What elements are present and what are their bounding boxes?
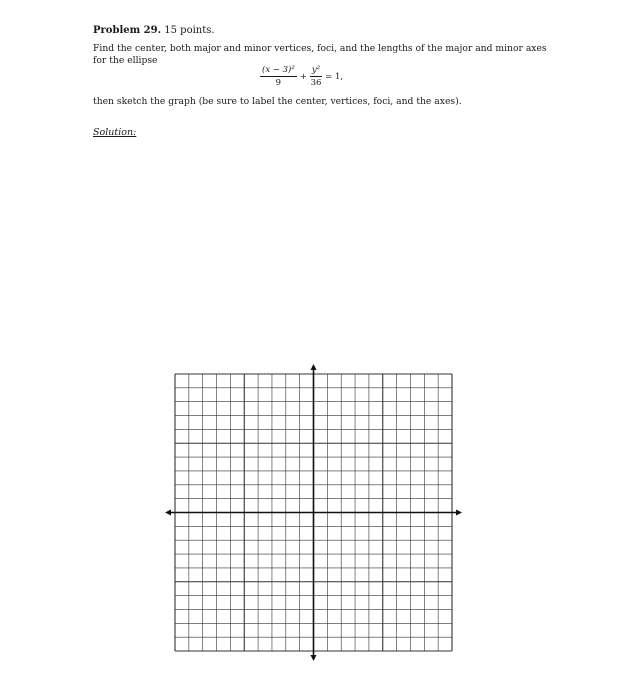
y-axis-bottom-arrow [311,655,317,661]
plus-sign: + [299,71,307,82]
x-axis-left-arrow [165,510,171,516]
fraction-x-term [260,65,297,88]
fraction-y-numerator: y² [311,65,321,75]
problem-points: 15 points. [164,25,215,36]
coordinate-grid[interactable] [160,362,470,662]
fraction-x-denominator: 9 [275,78,282,88]
fraction-y-denominator: 36 [310,78,322,88]
instruction-line-1: Find the center, both major and minor vertices, foci, and the lengths of the major and minor axes [93,43,547,54]
fraction-x-numerator: (x − 3)² [262,65,295,75]
instruction-line-3: then sketch the graph (be sure to label the center, vertices, foci, and the axes). [93,96,462,107]
problem-heading [93,25,215,36]
x-axis-right-arrow [456,510,462,516]
equals-one: = 1, [325,71,344,82]
solution-label: Solution: [93,127,137,138]
fraction-y-term [310,65,322,88]
instruction-line-2: for the ellipse [93,55,158,66]
problem-number: Problem 29. [93,25,162,36]
y-axis-top-arrow [311,364,317,370]
ellipse-equation [260,65,343,88]
